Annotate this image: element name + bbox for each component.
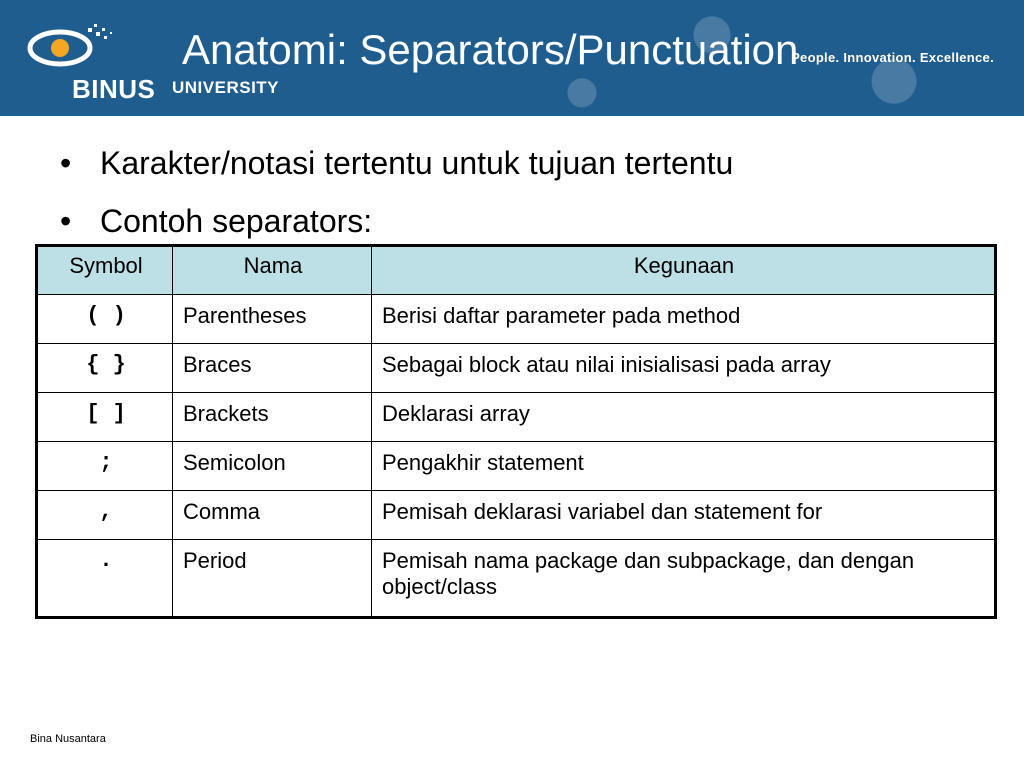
nama-cell: Comma [173,491,372,540]
nama-cell: Braces [173,344,372,393]
bullet-item: • Contoh separators: [60,192,733,250]
nama-cell: Semicolon [173,442,372,491]
table-row [37,344,996,393]
table-row [37,295,996,344]
binus-swoosh-icon [26,18,166,78]
kegunaan-cell: Berisi daftar parameter pada method [372,295,996,344]
nama-cell: Parentheses [173,295,372,344]
separators-table [35,244,997,619]
bullet-list [60,134,733,250]
table-row [37,491,996,540]
symbol-cell: ; [37,442,173,491]
column-header-nama: Nama [173,246,372,295]
table-row [37,540,996,618]
bullet-item: • Karakter/notasi tertentu untuk tujuan tertentu [60,134,733,192]
nama-cell: Period [173,540,372,618]
table-row [37,442,996,491]
symbol-cell: , [37,491,173,540]
kegunaan-cell: Pengakhir statement [372,442,996,491]
symbol-cell: [ ] [37,393,173,442]
footer-text: Bina Nusantara [30,733,106,745]
symbol-cell: ( ) [37,295,173,344]
column-header-kegunaan: Kegunaan [372,246,996,295]
logo-name: BINUS [72,74,156,104]
column-header-symbol: Symbol [37,246,173,295]
tagline: People. Innovation. Excellence. [791,50,994,65]
kegunaan-cell: Pemisah deklarasi variabel dan statement for [372,491,996,540]
kegunaan-cell: Deklarasi array [372,393,996,442]
table-row [37,393,996,442]
slide-title: Anatomi: Separators/Punctuation [182,26,799,73]
kegunaan-cell: Pemisah nama package dan subpackage, dan dengan object/class [372,540,996,618]
logo-subtitle: UNIVERSITY [172,78,280,97]
symbol-cell: . [37,540,173,618]
kegunaan-cell: Sebagai block atau nilai inisialisasi pada array [372,344,996,393]
slide-header [0,0,1024,116]
table-header-row [37,246,996,295]
symbol-cell: { } [37,344,173,393]
nama-cell: Brackets [173,393,372,442]
